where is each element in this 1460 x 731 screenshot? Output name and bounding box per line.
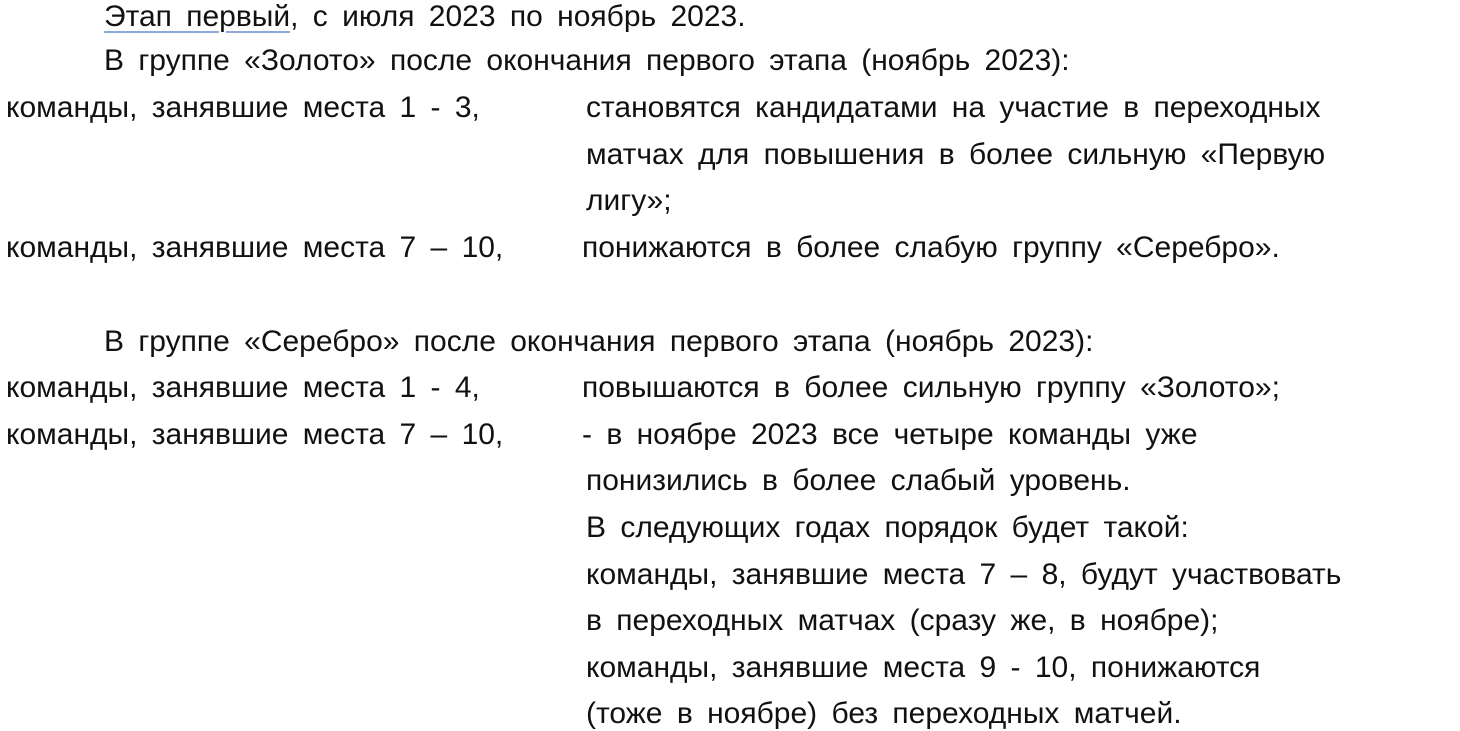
gold-row-2-text-line: понижаются в более слабую группу «Серебро». [582,231,1280,264]
silver-row-2-text-line: В следующих годах порядок будет такой: [586,511,1189,544]
silver-row-2-text-line: в переходных матчах (сразу же, в ноябре); [586,604,1219,637]
silver-intro: В группе «Серебро» после окончания первого этапа (ноябрь 2023): [104,325,1094,358]
silver-row-1-label: команды, занявшие места 1 - 4, [6,371,480,404]
gold-intro: В группе «Золото» после окончания первого этапа (ноябрь 2023): [104,44,1070,77]
gold-row-1-text-line: лигу»; [586,184,672,217]
silver-row-1-text-line: повышаются в более сильную группу «Золото»; [582,371,1280,404]
gold-row-1-label: команды, занявшие места 1 - 3, [6,91,480,124]
silver-row-2-text-line: команды, занявшие места 9 - 10, понижаются [586,651,1261,684]
gold-row-2-label: команды, занявшие места 7 – 10, [6,231,504,264]
gold-row-1-text-line: становятся кандидатами на участие в переходных [586,91,1321,124]
silver-row-2-text-line: - в ноябре 2023 все четыре команды уже [582,418,1198,451]
gold-row-1-text-line: матчах для повышения в более сильную «Первую [586,138,1326,171]
stage-period: , с июля 2023 по ноябрь 2023. [290,0,746,33]
silver-row-2-text-line: понизились в более слабый уровень. [586,464,1131,497]
silver-row-2-text-line: команды, занявшие места 7 – 8, будут участвовать [586,558,1342,591]
stage-heading: Этап первый [104,0,291,33]
silver-row-2-label: команды, занявшие места 7 – 10, [6,418,504,451]
silver-row-2-text-line: (тоже в ноябре) без переходных матчей. [586,697,1182,730]
stage-line [104,0,746,34]
